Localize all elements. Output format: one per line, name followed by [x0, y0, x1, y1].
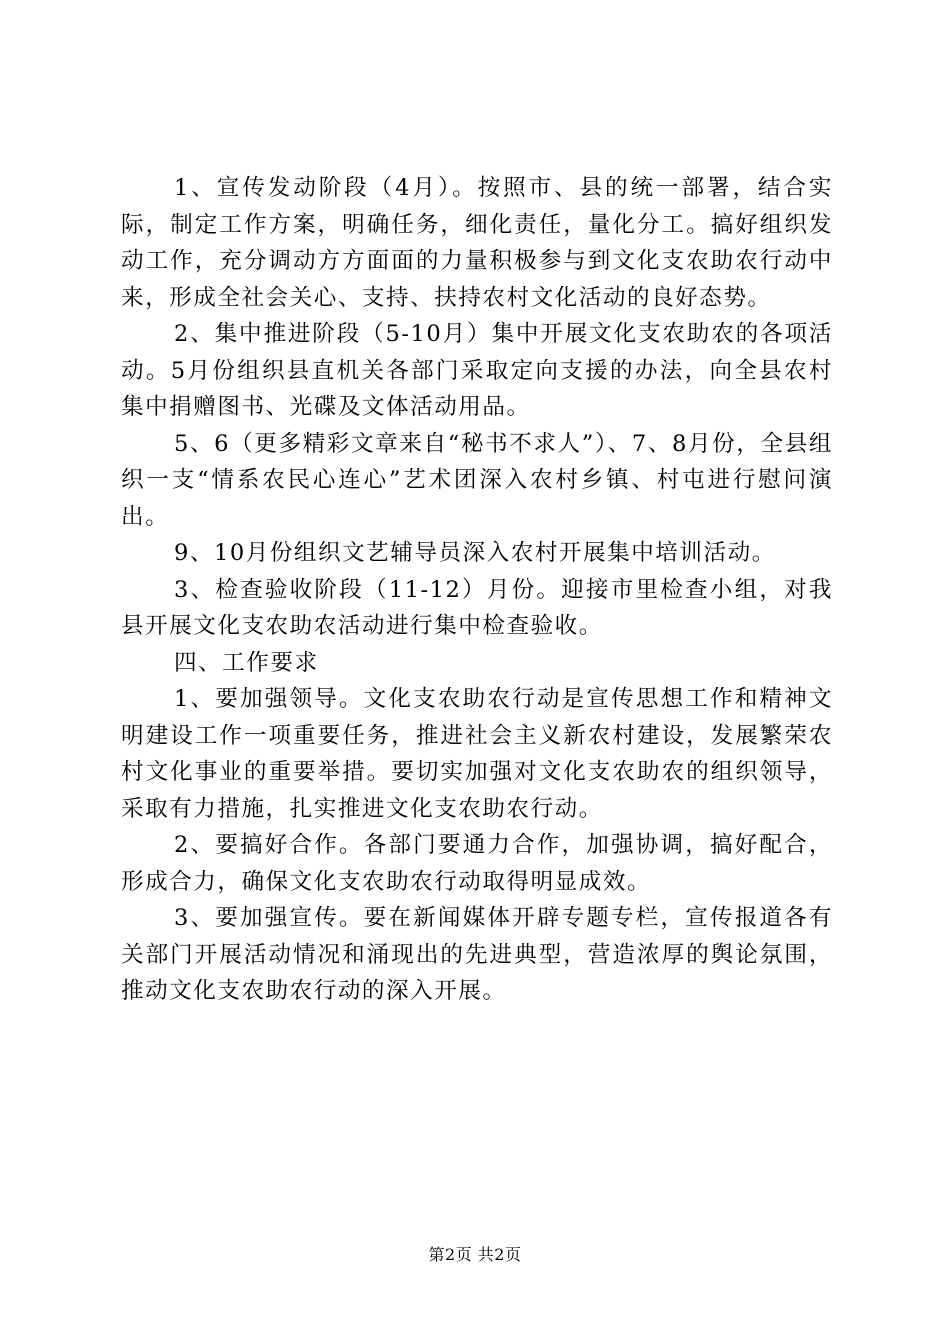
- paragraph-cooperation: 2、要搞好合作。各部门要通力合作，加强协调，搞好配合，形成合力，确保文化支农助农行动取得明显成效。: [121, 832, 833, 895]
- paragraph-publicity: 3、要加强宣传。要在新闻媒体开辟专题专栏，宣传报道各有关部门开展活动情况和涌现出的先进典型，营造浓厚的舆论氛围，推动文化支农助农行动的深入开展。: [121, 905, 833, 1004]
- paragraph-stage-inspection: 3、检查验收阶段（11-12）月份。迎接市里检查小组，对我县开展文化支农助农活动进行集中检查验收。: [121, 576, 833, 639]
- paragraph-stage-promotion: 2、集中推进阶段（5-10月）集中开展文化支农助农的各项活动。5月份组织县直机关各部门采取定向支援的办法，向全县农村集中捐赠图书、光碟及文体活动用品。: [121, 321, 833, 420]
- paragraph-stage-publicity: 1、宣传发动阶段（4月）。按照市、县的统一部署，结合实际，制定工作方案，明确任务，细化责任，量化分工。搞好组织发动工作，充分调动方方面面的力量积极参与到文化支农助农行动中来，形成全社会关心、支持、扶持农村文化活动的良好态势。: [121, 175, 833, 311]
- section-heading-requirements: 四、工作要求: [174, 649, 319, 676]
- paragraph-art-troupe: 5、6（更多精彩文章来自“秘书不求人”）、7、8月份，全县组织一支“情系农民心连心”艺术团深入农村乡镇、村屯进行慰问演出。: [121, 430, 833, 530]
- page-number-footer: 第2页 共2页: [428, 1245, 522, 1264]
- paragraph-training: 9、10月份组织文艺辅导员深入农村开展集中培训活动。: [174, 540, 776, 566]
- document-body: [121, 170, 833, 1010]
- paragraph-leadership: 1、要加强领导。文化支农助农行动是宣传思想工作和精神文明建设工作一项重要任务，推进社会主义新农村建设，发展繁荣农村文化事业的重要举措。要切实加强对文化支农助农的组织领导，采取有力措施，扎实推进文化支农助农行动。: [121, 686, 833, 822]
